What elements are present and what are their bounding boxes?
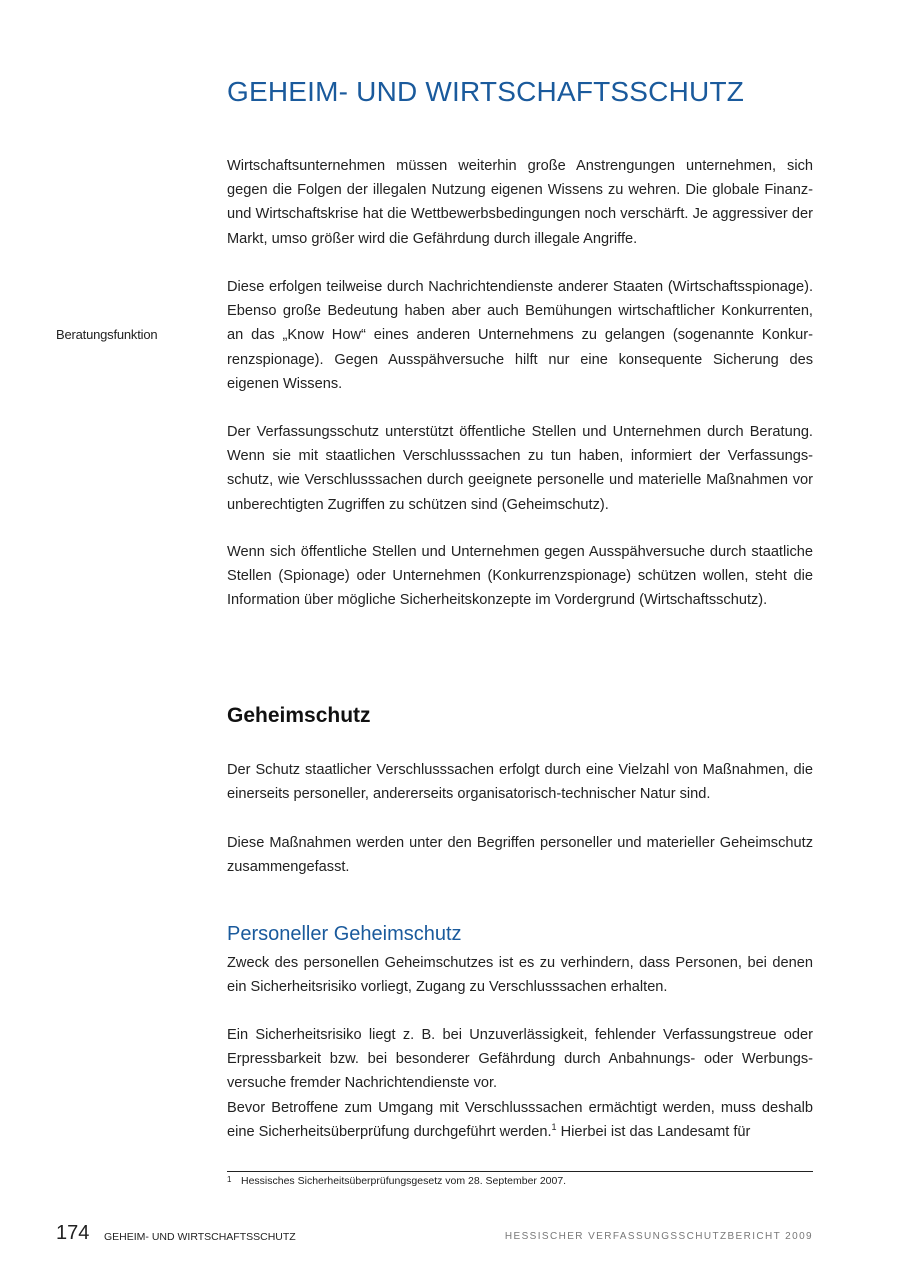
chapter-title: GEHEIM- UND WIRTSCHAFTSSCHUTZ: [227, 76, 745, 107]
page-number: 174: [56, 1222, 90, 1244]
subsection-heading-personeller: Personeller Geheimschutz: [227, 923, 462, 945]
intro-paragraph-1: Wirtschaftsunternehmen müssen weiterhin große Anstrengungen unternehmen, sich gegen die Folgen der illegalen Nutzung eigenen Wissens zu wehren. Die globale Finanz- und Wirtschaftskrise hat die Wettbewerbsbedingungen noch verschärft. Je aggressiver der Markt, umso größer wird die Gefährdung durch illegale Angriffe.: [227, 158, 813, 247]
personeller-paragraph-1: Zweck des personellen Geheimschutzes ist es zu verhindern, dass Personen, bei denen ein Sicherheitsrisiko vorliegt, Zugang zu Verschlusssachen erhalten.: [227, 955, 813, 996]
footer-section-title: GEHEIM- UND WIRTSCHAFTSSCHUTZ: [104, 1231, 296, 1243]
footnote-text: Hessisches Sicherheitsüberprüfungsgesetz vom 28. September 2007.: [241, 1175, 567, 1187]
section-heading-geheimschutz: Geheimschutz: [227, 704, 371, 727]
geheimschutz-paragraph-2: Diese Maßnahmen werden unter den Begriffen personeller und materieller Geheimschutz zusammengefasst.: [227, 835, 813, 876]
footnote-number: 1: [227, 1175, 232, 1184]
intro-paragraph-3: Der Verfassungsschutz unterstützt öffentliche Stellen und Unternehmen durch Beratung. Wenn sie mit staatlichen Verschlusssachen zu tun haben, informiert der Verfassungsschutz, wie Verschlusssachen durch geeignete personelle und materielle Maßnahmen vor unberechtigten Zugriffen zu schützen sind (Geheimschutz).: [227, 424, 813, 513]
paragraph-text-continued: Hierbei ist das Landesamt für: [556, 1124, 751, 1141]
footnote-reference[interactable]: 1: [551, 1122, 557, 1133]
margin-note: Beratungsfunktion: [56, 327, 158, 342]
footnote-divider: [227, 1171, 813, 1172]
personeller-paragraph-3: [227, 1096, 813, 1144]
intro-paragraph-4: Wenn sich öffentliche Stellen und Unternehmen gegen Ausspähversuche durch staatliche Stellen (Spionage) oder Unternehmen (Konkurrenzspionage) schützen wollen, steht die Information über mögliche Sicherheitskonzepte im Vordergrund (Wirtschaftsschutz).: [227, 544, 813, 609]
paragraph-text: Bevor Betroffene zum Umgang mit Verschlusssachen ermächtigt werden, muss deshalb eine Sicherheitsüberprüfung durchgeführt werden.: [227, 1100, 813, 1141]
footer-publication-title: HESSISCHER VERFASSUNGSSCHUTZBERICHT 2009: [504, 1231, 813, 1242]
geheimschutz-paragraph-1: Der Schutz staatlicher Verschlusssachen erfolgt durch eine Vielzahl von Maßnahmen, die einerseits personeller, andererseits organisatorisch-technischer Natur sind.: [227, 762, 813, 803]
personeller-paragraph-2: Ein Sicherheitsrisiko liegt z. B. bei Unzuverlässigkeit, fehlender Verfassungstreue oder Erpressbarkeit bzw. bei besonderer Gefährdung durch Anbahnungs- oder Werbungsversuche fremder Nachrichtendienste vor.: [227, 1027, 813, 1092]
footnote: [227, 1175, 566, 1187]
intro-paragraph-2: Diese erfolgen teilweise durch Nachrichtendienste anderer Staaten (Wirtschaftsspionage). Ebenso große Bedeutung haben aber auch Bemühungen wirtschaftlicher Konkurrenten, an das „Know How“ eines anderen Unternehmens zu gelangen (sogenannte Konkurrenzspionage). Gegen Ausspähversuche hilft nur eine konsequente Sicherung des eigenen Wissens.: [227, 279, 813, 392]
